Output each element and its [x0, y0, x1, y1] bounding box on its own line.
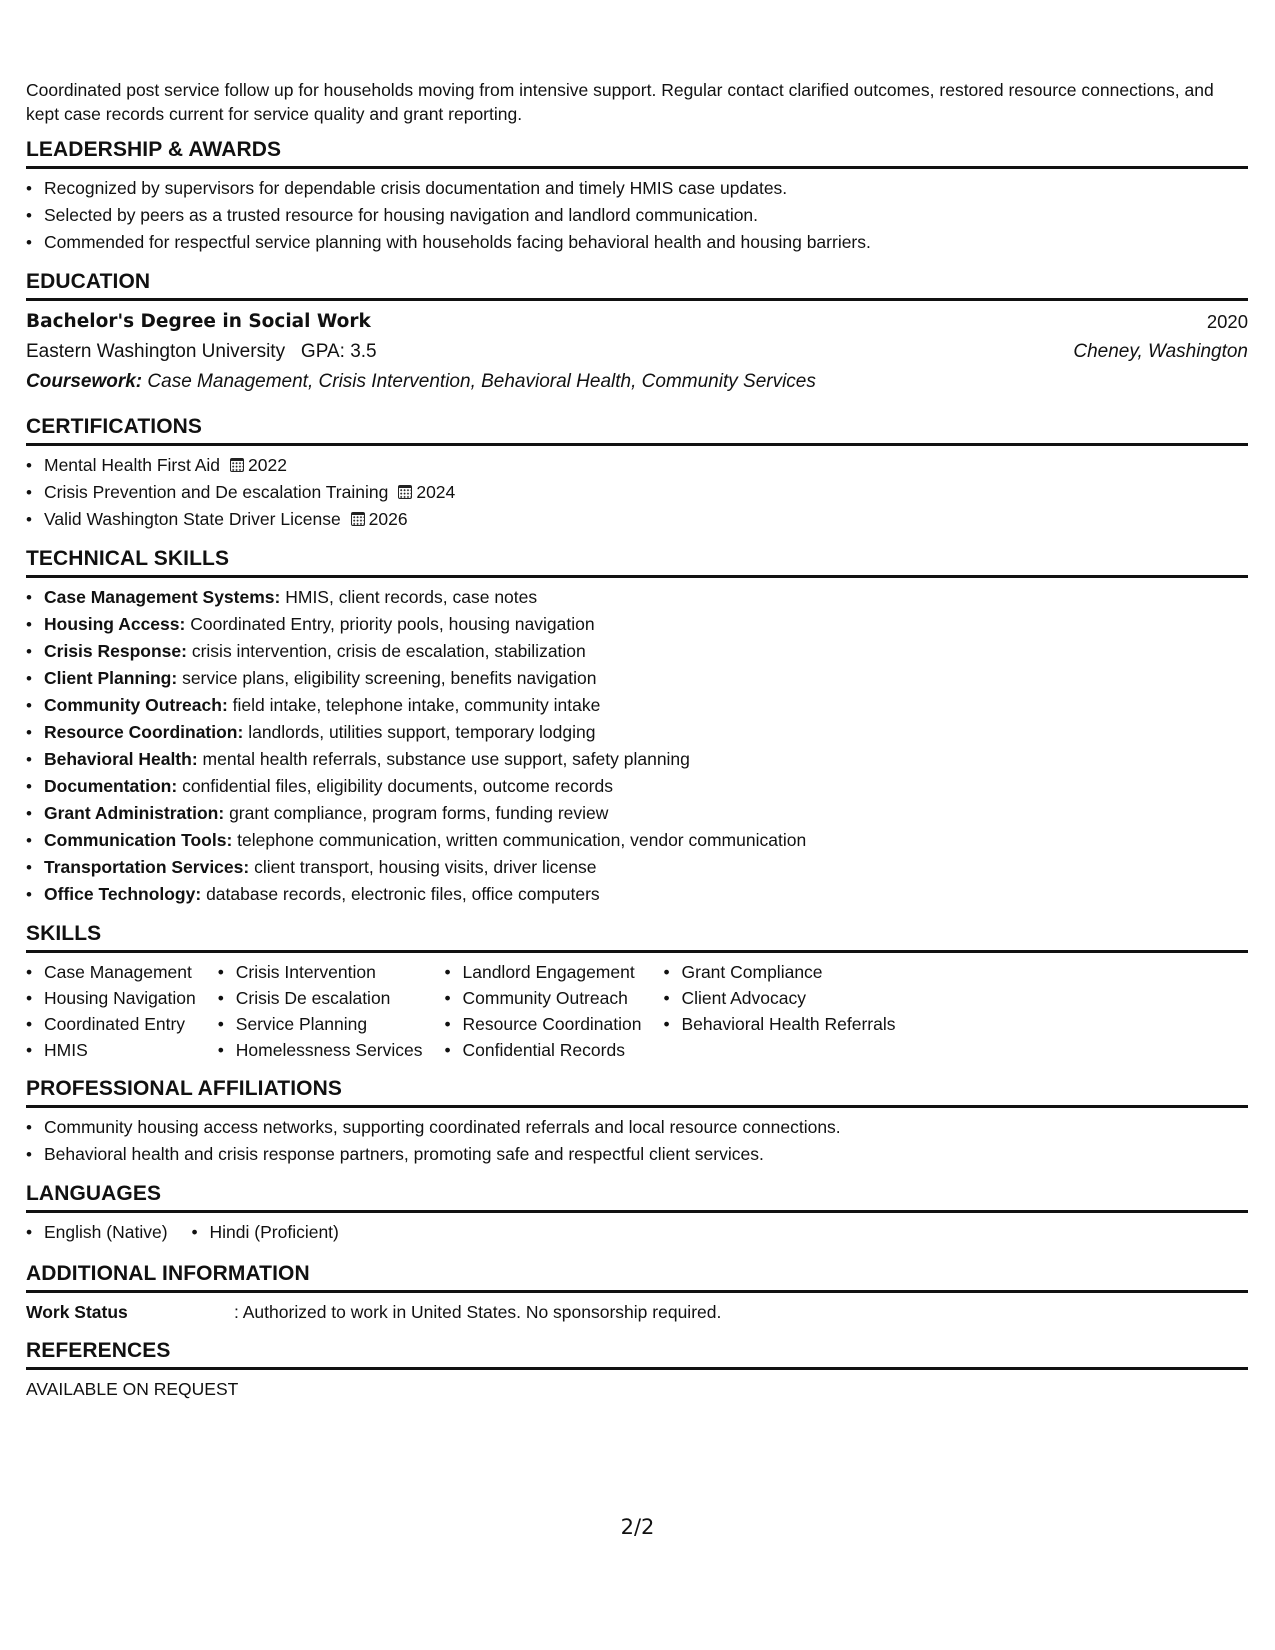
technical-skill-item: [44, 584, 1248, 611]
education-degree-row: [26, 307, 1248, 337]
section-heading: SKILLS: [26, 922, 1248, 953]
technical-skills-section: [26, 547, 1248, 908]
technical-skill-item: [44, 800, 1248, 827]
skill-details: client transport, housing visits, driver license: [254, 857, 597, 877]
skill-details: mental health referrals, substance use support, safety planning: [202, 749, 690, 769]
skill-details: crisis intervention, crisis de escalation, stabilization: [191, 641, 586, 661]
skill-category: Resource Coordination:: [44, 722, 244, 742]
skill-category: Behavioral Health:: [44, 749, 198, 769]
certification-year: 2026: [368, 509, 408, 529]
skill-item: • Behavioral Health Referrals: [682, 1011, 896, 1037]
calendar-icon: [230, 458, 244, 472]
work-status-label: Work Status: [26, 1302, 128, 1322]
skill-details: confidential files, eligibility documents, outcome records: [182, 776, 613, 796]
technical-skill-item: [44, 638, 1248, 665]
skill-details: grant compliance, program forms, funding review: [229, 803, 609, 823]
languages-list: [26, 1219, 1248, 1246]
references-text: AVAILABLE ON REQUEST: [26, 1379, 239, 1399]
skill-category: Housing Access:: [44, 614, 186, 634]
skill-category: Client Planning:: [44, 668, 178, 688]
skill-item: • Client Advocacy: [682, 985, 896, 1011]
education-school-row: [26, 337, 1248, 367]
leadership-list: [26, 175, 1248, 256]
page-number: 2/2: [620, 1515, 655, 1539]
resume-page: [26, 78, 1248, 1402]
certification-name: Crisis Prevention and De escalation Training: [44, 482, 389, 502]
section-heading: PROFESSIONAL AFFILIATIONS: [26, 1077, 1248, 1108]
skill-category: Crisis Response:: [44, 641, 187, 661]
skills-column: [218, 959, 423, 1063]
certification-name: Mental Health First Aid: [44, 455, 221, 475]
skill-item: • Confidential Records: [463, 1037, 642, 1063]
skills-column: [26, 959, 196, 1063]
work-status-value: : Authorized to work in United States. No sponsorship required.: [234, 1302, 722, 1322]
certification-item: [44, 452, 1248, 479]
skills-column: [664, 959, 896, 1063]
experience-summary: Coordinated post service follow up for households moving from intensive support. Regular contact clarified outcomes, restored resource connections, and kept case records current for service quality and grant reporting.: [26, 80, 1214, 124]
skill-details: service plans, eligibility screening, benefits navigation: [182, 668, 597, 688]
skill-item: • Housing Navigation: [44, 985, 196, 1011]
certification-year: 2022: [248, 455, 287, 475]
skill-details: telephone communication, written communication, vendor communication: [237, 830, 807, 850]
skill-item: • Resource Coordination: [463, 1011, 642, 1037]
technical-skill-item: [44, 611, 1248, 638]
skills-grid: [26, 959, 1248, 1063]
section-heading: CERTIFICATIONS: [26, 415, 1248, 446]
section-heading: EDUCATION: [26, 270, 1248, 301]
skill-item: • Service Planning: [236, 1011, 423, 1037]
school-name: Eastern Washington University: [26, 341, 286, 362]
certification-name: Valid Washington State Driver License: [44, 509, 341, 529]
work-status-row: [26, 1299, 1248, 1325]
coursework-label: Coursework:: [26, 371, 143, 392]
technical-skill-item: [44, 665, 1248, 692]
gpa: GPA: 3.5: [300, 341, 377, 362]
skill-category: Documentation:: [44, 776, 178, 796]
certification-item: [44, 479, 1248, 506]
education-section: [26, 270, 1248, 397]
skill-item: • HMIS: [44, 1037, 196, 1063]
technical-skills-list: [26, 584, 1248, 908]
skill-item: • Grant Compliance: [682, 959, 896, 985]
additional-info-section: [26, 1262, 1248, 1325]
list-item: • Recognized by supervisors for dependable crisis documentation and timely HMIS case updates.: [44, 175, 1248, 202]
references-section: [26, 1339, 1248, 1402]
skill-details: database records, electronic files, office computers: [206, 884, 600, 904]
skill-category: Grant Administration:: [44, 803, 225, 823]
degree-name: Bachelor's Degree in Social Work: [26, 311, 371, 332]
list-item: • Behavioral health and crisis response partners, promoting safe and respectful client services.: [44, 1141, 1248, 1168]
skill-item: • Community Outreach: [463, 985, 642, 1011]
languages-section: [26, 1182, 1248, 1246]
school-location: Cheney, Washington: [1073, 341, 1248, 362]
list-item: • Community housing access networks, supporting coordinated referrals and local resource connections.: [44, 1114, 1248, 1141]
skill-item: • Homelessness Services: [236, 1037, 423, 1063]
affiliations-section: [26, 1077, 1248, 1168]
section-heading: ADDITIONAL INFORMATION: [26, 1262, 1248, 1293]
skill-item: • Case Management: [44, 959, 196, 985]
list-item: • Selected by peers as a trusted resource for housing navigation and landlord communication.: [44, 202, 1248, 229]
coursework-list: Case Management, Crisis Intervention, Behavioral Health, Community Services: [147, 371, 816, 392]
skill-category: Case Management Systems:: [44, 587, 281, 607]
language-item: • Hindi (Proficient): [192, 1219, 339, 1246]
affiliations-list: [26, 1114, 1248, 1168]
technical-skill-item: [44, 692, 1248, 719]
skills-section: [26, 922, 1248, 1063]
section-heading: TECHNICAL SKILLS: [26, 547, 1248, 578]
skill-details: Coordinated Entry, priority pools, housing navigation: [190, 614, 595, 634]
skill-item: • Crisis De escalation: [236, 985, 423, 1011]
certification-year: 2024: [416, 482, 456, 502]
skill-category: Transportation Services:: [44, 857, 250, 877]
certifications-list: [26, 452, 1248, 533]
section-heading: LEADERSHIP & AWARDS: [26, 138, 1248, 169]
certification-item: [44, 506, 1248, 533]
list-item: • Commended for respectful service planning with households facing behavioral health and housing barriers.: [44, 229, 1248, 256]
skill-details: HMIS, client records, case notes: [285, 587, 538, 607]
calendar-icon: [351, 512, 365, 526]
section-heading: REFERENCES: [26, 1339, 1248, 1370]
skill-item: • Coordinated Entry: [44, 1011, 196, 1037]
technical-skill-item: [44, 881, 1248, 908]
skill-category: Office Technology:: [44, 884, 202, 904]
skill-item: • Landlord Engagement: [463, 959, 642, 985]
language-item: • English (Native): [26, 1219, 168, 1246]
skill-category: Community Outreach:: [44, 695, 228, 715]
skills-column: [445, 959, 642, 1063]
technical-skill-item: [44, 854, 1248, 881]
certifications-section: [26, 415, 1248, 533]
technical-skill-item: [44, 827, 1248, 854]
coursework: [26, 367, 1248, 397]
calendar-icon: [398, 485, 412, 499]
skill-category: Communication Tools:: [44, 830, 233, 850]
technical-skill-item: [44, 746, 1248, 773]
graduation-year: 2020: [1206, 311, 1248, 332]
section-heading: LANGUAGES: [26, 1182, 1248, 1213]
skill-details: landlords, utilities support, temporary lodging: [248, 722, 596, 742]
technical-skill-item: [44, 773, 1248, 800]
leadership-section: [26, 138, 1248, 256]
skill-item: • Crisis Intervention: [236, 959, 423, 985]
skill-details: field intake, telephone intake, community intake: [232, 695, 601, 715]
school-info: [26, 337, 377, 367]
technical-skill-item: [44, 719, 1248, 746]
